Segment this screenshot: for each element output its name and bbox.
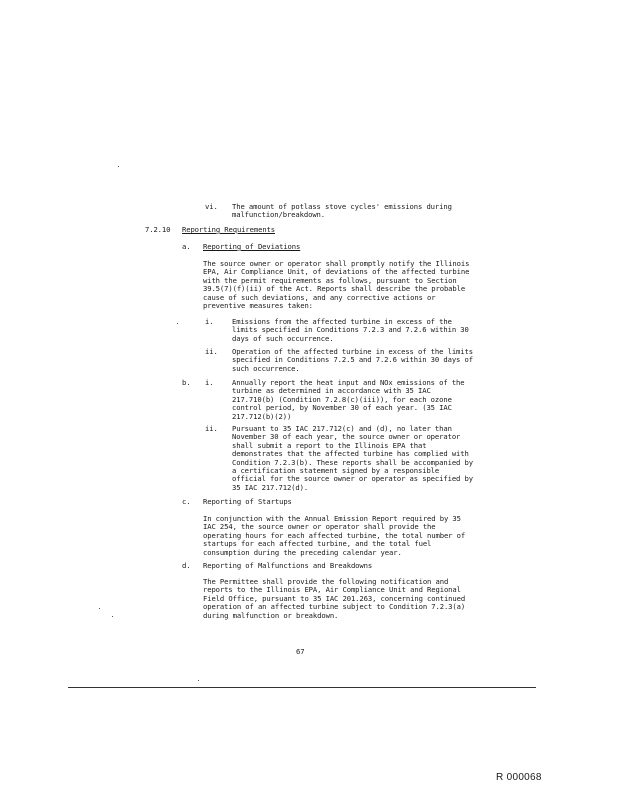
item-vi-text: The amount of potlass stove cycles' emissions during malfunction/breakdown. [232, 202, 452, 220]
item-b-sub-ii-text: Pursuant to 35 IAC 217.712(c) and (d), no later than November 30 of each year, the source owner or operator shall submit a report to the Illinois EPA that demonstrates that the affected turbine has complied with Condition 7.2.3(b). These reports shall be accompanied by a certification statement signed by a responsible official for the source owner or operator as specified by 35 IAC 217.712(d). [232, 424, 473, 492]
item-a-sub-ii-text: Operation of the affected turbine in excess of the limits specified in Conditions 7.2.5 and 7.2.6 within 30 days of such occurrence. [232, 347, 473, 373]
item-d-body: The Permittee shall provide the following notification and reports to the Illinois EPA, Air Compliance Unit and Regional Field Office, pursuant to 35 IAC 201.263, concerning continued operation of an affected turbine subject to Condition 7.2.3(a) during malfunction or breakdown. [203, 577, 466, 620]
item-a-marker: a. [182, 242, 191, 251]
item-c-heading: Reporting of Startups [203, 497, 292, 506]
scan-speck [99, 608, 100, 609]
item-b-sub-ii-marker: ii. [205, 424, 218, 433]
item-a-sub-ii-marker: ii. [205, 347, 218, 356]
page-number: 67 [296, 647, 305, 656]
item-b-marker: b. [182, 378, 191, 387]
item-vi-marker: vi. [205, 202, 218, 211]
scan-speck [177, 323, 178, 324]
section-number: 7.2.10 [145, 225, 171, 234]
item-a-heading: Reporting of Deviations [203, 242, 301, 251]
item-b-sub-i-text: Annually report the heat input and NOx emissions of the turbine as determined in accordance with 35 IAC 217.710(b) (Condition 7.2.8(c)(iii)), for each ozone control period, by November 30 of each year. (35 IAC 217.712(b)(2)) [232, 378, 465, 421]
section-title: Reporting Requirements [182, 225, 275, 234]
scan-speck [198, 680, 199, 681]
item-c-body: In conjunction with the Annual Emission Report required by 35 IAC 254, the source owner or operator shall provide the operating hours for each affected turbine, the total number of startups for each affected turbine, and the total fuel consumption during the preceding calendar year. [203, 514, 466, 557]
item-b-sub-i-marker: i. [205, 378, 214, 387]
scan-speck [112, 616, 113, 617]
item-d-marker: d. [182, 561, 191, 570]
item-a-sub-i-text: Emissions from the affected turbine in excess of the limits specified in Conditions 7.2.3 and 7.2.6 within 30 days of such occurrence. [232, 317, 469, 343]
footer-rule [68, 687, 536, 688]
item-d-heading: Reporting of Malfunctions and Breakdowns [203, 561, 373, 570]
bates-number: R 000068 [496, 772, 542, 783]
item-c-marker: c. [182, 497, 191, 506]
scan-speck [118, 166, 119, 167]
item-a-body: The source owner or operator shall promptly notify the Illinois EPA, Air Compliance Unit, of deviations of the affected turbine with the permit requirements as follows, pursuant to Section 39.5(7)(f)(ii) of the Act. Reports shall describe the probable cause of such deviations, and any corrective actions or preventive measures taken: [203, 259, 470, 311]
item-a-sub-i-marker: i. [205, 317, 214, 326]
